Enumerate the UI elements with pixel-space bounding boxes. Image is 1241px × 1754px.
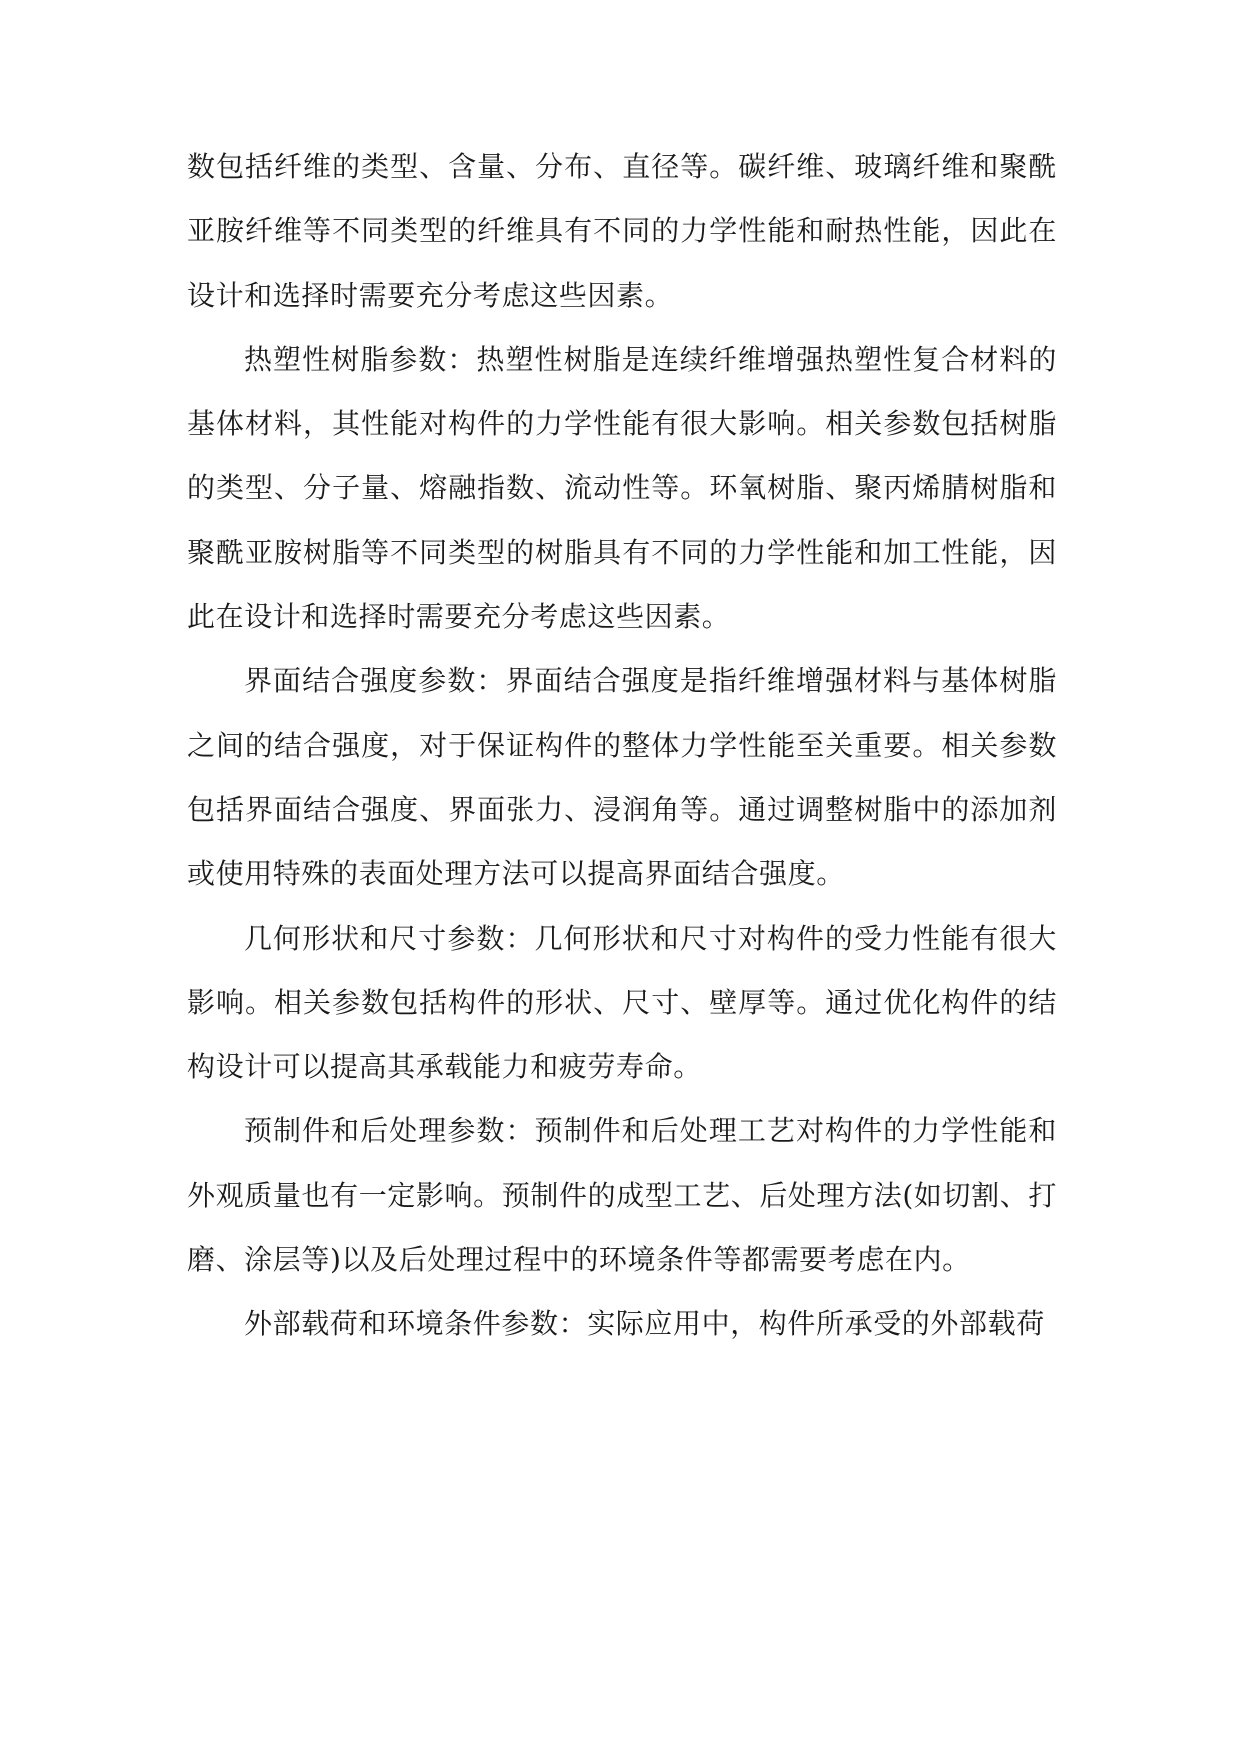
body-text [187,135,1057,1357]
paragraph-thermoplastic-resin: 热塑性树脂参数：热塑性树脂是连续纤维增强热塑性复合材料的基体材料，其性能对构件的力学性能有很大影响。相关参数包括树脂的类型、分子量、熔融指数、流动性等。环氧树脂、聚丙烯腈树脂和聚酰亚胺树脂等不同类型的树脂具有不同的力学性能和加工性能，因此在设计和选择时需要充分考虑这些因素。 [187,342,1057,634]
paragraph-interface-bonding: 界面结合强度参数：界面结合强度是指纤维增强材料与基体树脂之间的结合强度，对于保证构件的整体力学性能至关重要。相关参数包括界面结合强度、界面张力、浸润角等。通过调整树脂中的添加剂或使用特殊的表面处理方法可以提高界面结合强度。 [187,664,1057,891]
paragraph-preform-postprocessing: 预制件和后处理参数：预制件和后处理工艺对构件的力学性能和外观质量也有一定影响。预制件的成型工艺、后处理方法(如切割、打磨、涂层等)以及后处理过程中的环境条件等都需要考虑在内。 [187,1114,1057,1277]
paragraph-continuation: 数包括纤维的类型、含量、分布、直径等。碳纤维、玻璃纤维和聚酰亚胺纤维等不同类型的纤维具有不同的力学性能和耐热性能，因此在设计和选择时需要充分考虑这些因素。 [187,150,1057,312]
paragraph-geometry-size: 几何形状和尺寸参数：几何形状和尺寸对构件的受力性能有很大影响。相关参数包括构件的形状、尺寸、壁厚等。通过优化构件的结构设计可以提高其承载能力和疲劳寿命。 [187,921,1057,1084]
paragraph-external-load: 外部载荷和环境条件参数：实际应用中，构件所承受的外部载荷 [244,1307,1045,1341]
